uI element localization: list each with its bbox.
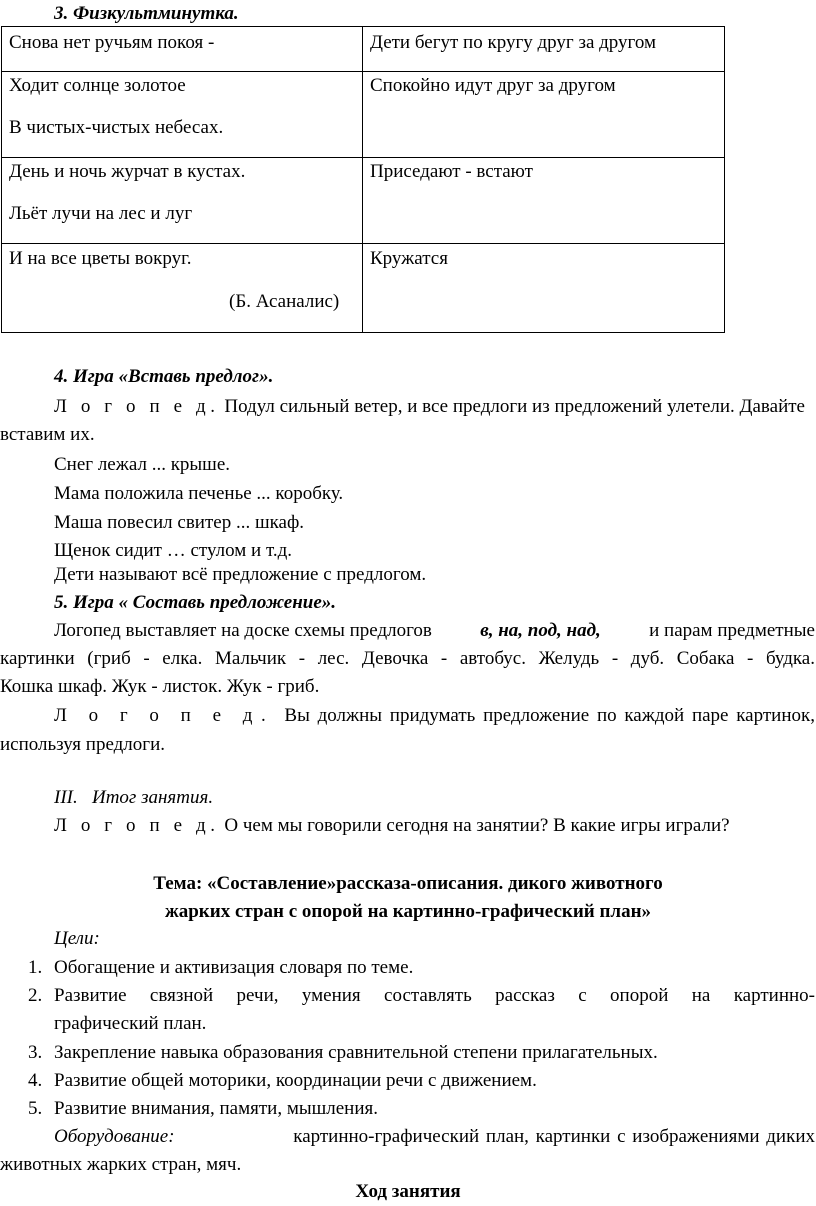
- goal-text: Развитие связной речи, умения составлять рассказ с опорой на картинно-: [54, 985, 815, 1006]
- table-cell-left: И на все цветы вокруг.: [9, 248, 192, 269]
- theme-title-line: Тема: «Составление»рассказа-описания. дикого животного: [153, 873, 663, 894]
- speaker-label: Л о г о п е д.: [54, 705, 275, 726]
- speaker-label: Л о г о п е д.: [54, 396, 220, 417]
- section-5-instruction-cont: используя предлоги.: [0, 734, 165, 755]
- goals-label: Цели:: [54, 928, 100, 949]
- table-cell-right: Кружатся: [370, 248, 448, 269]
- goal-number: 2.: [28, 985, 43, 1006]
- instruction-text: Вы должны придумать предложение по каждой паре картинок,: [284, 705, 815, 726]
- summary-question: О чем мы говорили сегодня на занятии? В какие игры играли?: [224, 815, 730, 836]
- section-5-heading: 5. Игра « Составь предложение».: [54, 592, 337, 613]
- goal-number: 1.: [28, 957, 43, 978]
- goal-number: 5.: [28, 1098, 43, 1119]
- goal-text: Развитие внимания, памяти, мышления.: [54, 1098, 379, 1119]
- section-5-paragraph-line: [54, 619, 815, 643]
- theme-title-line: жарких стран с опорой на картинно-графический план»: [164, 901, 652, 922]
- goal-number: 4.: [28, 1070, 43, 1091]
- table-cell-right: Дети бегут по кругу друг за другом: [370, 32, 657, 53]
- table-cell-left: Льёт лучи на лес и луг: [9, 203, 193, 224]
- section-iii-text: [54, 814, 730, 838]
- paragraph-text: и парам предметные: [649, 620, 815, 641]
- prepositions: в, на, под, над,: [480, 620, 601, 641]
- goal-text: Развитие общей моторики, координации речи с движением.: [54, 1070, 537, 1091]
- section-4-heading: 4. Игра «Вставь предлог».: [54, 366, 274, 387]
- example-sentence: Снег лежал ... крыше.: [54, 454, 231, 475]
- intro-text: Подул сильный ветер, и все предлоги из предложений улетели. Давайте: [224, 396, 805, 417]
- goal-text: графический план.: [54, 1013, 207, 1034]
- table-border: [1, 243, 725, 244]
- section-4-intro: [54, 395, 814, 419]
- equipment-label: Оборудование:: [54, 1126, 175, 1147]
- table-border: [1, 71, 725, 72]
- section-number: III.: [54, 787, 78, 808]
- goal-text: Закрепление навыка образования сравнительной степени прилагательных.: [54, 1042, 658, 1063]
- table-border: [1, 26, 2, 333]
- course-title: Ход занятия: [355, 1181, 461, 1202]
- table-cell-left: Снова нет ручьям покоя -: [9, 32, 215, 53]
- table-cell-left: День и ночь журчат в кустах.: [9, 161, 246, 182]
- section-5-paragraph-line: Кошка шкаф. Жук - листок. Жук - гриб.: [0, 676, 320, 697]
- table-border: [1, 26, 725, 27]
- section-title: Итог занятия.: [91, 787, 214, 808]
- section-5-instruction: [54, 704, 815, 728]
- goal-text: Обогащение и активизация словаря по теме.: [54, 957, 414, 978]
- speaker-label: Л о г о п е д.: [54, 815, 220, 836]
- table-cell-right: Приседают - встают: [370, 161, 533, 182]
- table-cell-left: В чистых-чистых небесах.: [9, 117, 224, 138]
- table-border: [1, 157, 725, 158]
- table-border: [1, 332, 725, 333]
- section-3-heading: 3. Физкультминутка.: [54, 3, 239, 24]
- example-sentence: Щенок сидит … стулом и т.д.: [54, 540, 292, 561]
- example-sentence: Мама положила печенье ... коробку.: [54, 483, 344, 504]
- table-cell-left: Ходит солнце золотое: [9, 75, 186, 96]
- exercise-table: [1, 26, 724, 333]
- equipment-text: картинно-графический план, картинки с изображениями диких: [293, 1126, 815, 1147]
- equipment-line-cont: животных жарких стран, мяч.: [0, 1154, 242, 1175]
- table-border: [362, 26, 363, 333]
- table-border: [724, 26, 725, 333]
- goal-number: 3.: [28, 1042, 43, 1063]
- poem-author: (Б. Асаналис): [229, 291, 340, 312]
- example-sentence: Маша повесил свитер ... шкаф.: [54, 512, 305, 533]
- table-cell-right: Спокойно идут друг за другом: [370, 75, 616, 96]
- equipment-line: [54, 1125, 815, 1149]
- section-5-paragraph-line: картинки (гриб - елка. Мальчик - лес. Девочка - автобус. Желудь - дуб. Собака - будка.: [0, 648, 815, 669]
- example-sentence: Дети называют всё предложение с предлогом.: [54, 564, 427, 585]
- section-4-intro-cont: вставим их.: [0, 424, 95, 445]
- paragraph-text: Логопед выставляет на доске схемы предлогов: [54, 620, 432, 641]
- section-iii-heading: [54, 786, 213, 810]
